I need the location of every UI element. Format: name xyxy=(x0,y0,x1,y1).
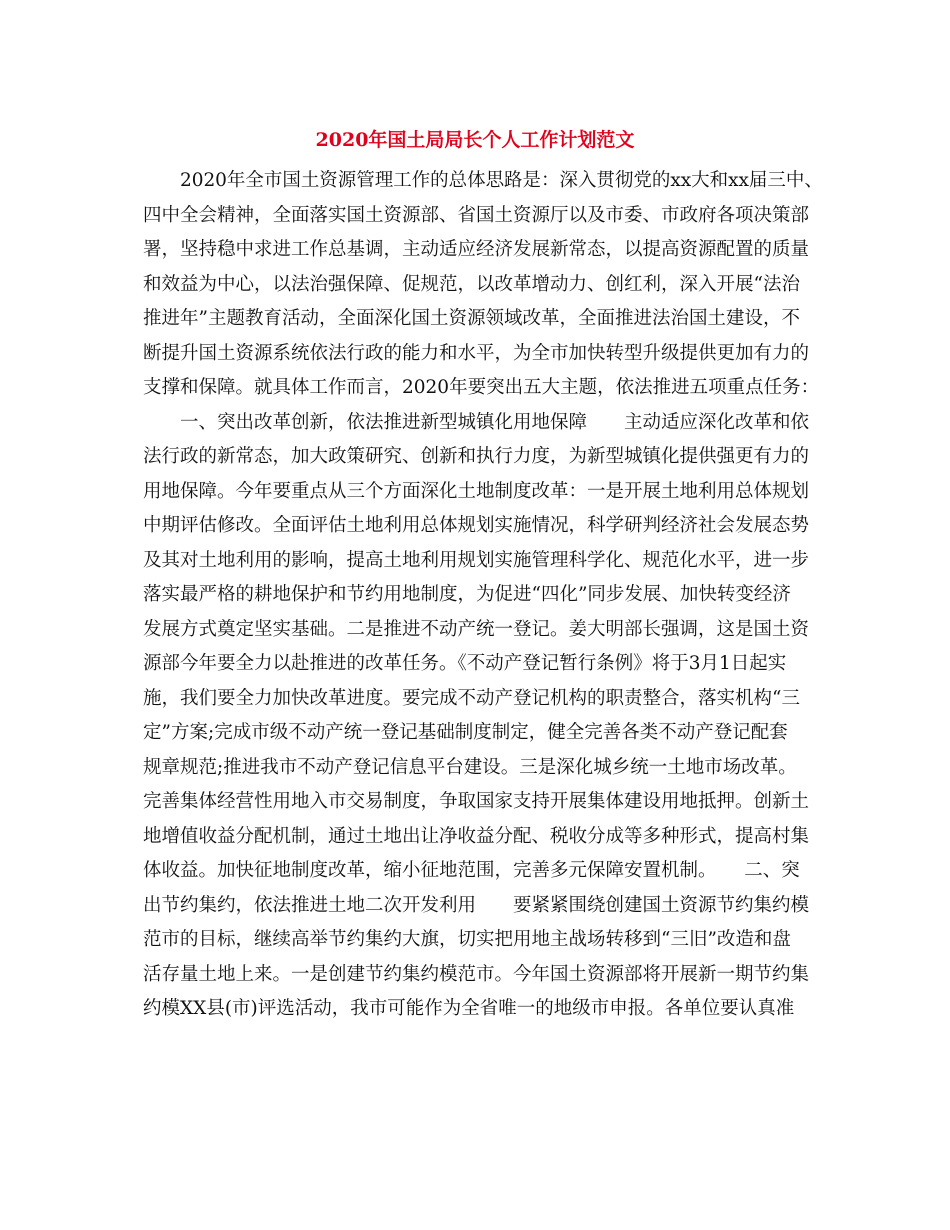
body-text-line: 落实最严格的耕地保护和节约用地制度，为促进“四化”同步发展、加快转变经济 xyxy=(143,584,791,605)
body-text-line: 规章规范;推进我市不动产登记信息平台建设。三是深化城乡统一土地市场改革。 xyxy=(143,756,797,778)
document-title: 2020年国土局局长个人工作计划范文 xyxy=(315,129,635,151)
body-text-line: 署，坚持稳中求进工作总基调，主动适应经济发展新常态，以提高资源配置的质量 xyxy=(143,239,810,260)
body-text-line: 法行政的新常态，加大政策研究、创新和执行力度，为新型城镇化提供强更有力的 xyxy=(143,446,810,467)
body-text-line: 施，我们要全力加快改革进度。要完成不动产登记机构的职责整合，落实机构“三 xyxy=(143,687,800,709)
body-text-line: 出节约集约，依法推进土地二次开发利用 要紧紧围绕创建国土资源节约集约模 xyxy=(143,894,810,916)
body-text-line: 约模XX县(市)评选活动，我市可能作为全省唯一的地级市申报。各单位要认真准 xyxy=(143,998,795,1019)
body-text-line: 完善集体经营性用地入市交易制度，争取国家支持开展集体建设用地抵押。创新土 xyxy=(143,791,810,812)
body-text-line: 一、突出改革创新，依法推进新型城镇化用地保障 主动适应深化改革和依 xyxy=(143,411,810,433)
body-text-line: 和效益为中心，以法治强保障、促规范，以改革增动力、创红利，深入开展“法治 xyxy=(143,273,800,295)
body-text-line: 活存量土地上来。一是创建节约集约模范市。今年国土资源部将开展新一期节约集 xyxy=(143,963,810,985)
body-text-line: 地增值收益分配机制，通过土地出让净收益分配、税收分成等多种形式，提高村集 xyxy=(143,825,810,847)
body-text-line: 用地保障。今年要重点从三个方面深化土地制度改革：一是开展土地利用总体规划 xyxy=(143,480,810,502)
body-text-line: 体收益。加快征地制度改革，缩小征地范围，完善多元保障安置机制。 二、突 xyxy=(143,860,800,881)
body-text-line: 推进年”主题教育活动，全面深化国土资源领域改革，全面推进法治国土建设，不 xyxy=(143,308,800,329)
body-text-line: 范市的目标，继续高举节约集约大旗，切实把用地主战场转移到“三旧”改造和盘 xyxy=(143,929,791,950)
body-text-line: 断提升国土资源系统依法行政的能力和水平，为全市加快转型升级提供更加有力的 xyxy=(143,342,810,364)
body-text-line: 中期评估修改。全面评估土地利用总体规划实施情况，科学研判经济社会发展态势 xyxy=(143,515,810,536)
body-text-line: 支撑和保障。就具体工作而言，2020年要突出五大主题，依法推进五项重点任务： xyxy=(143,377,820,398)
document-body xyxy=(143,164,823,1027)
body-text-line: 发展方式奠定坚实基础。二是推进不动产统一登记。姜大明部长强调，这是国土资 xyxy=(143,618,810,640)
body-text-line: 及其对土地利用的影响，提高土地利用规划实施管理科学化、规范化水平，进一步 xyxy=(143,549,810,571)
body-text-line: 定”方案;完成市级不动产统一登记基础制度制定，健全完善各类不动产登记配套 xyxy=(143,722,788,743)
body-text-line: 2020年全市国土资源管理工作的总体思路是：深入贯彻党的xx大和xx届三中、 xyxy=(143,170,823,191)
body-text-line: 四中全会精神，全面落实国土资源部、省国土资源厅以及市委、市政府各项决策部 xyxy=(143,204,810,226)
body-text-line: 源部今年要全力以赴推进的改革任务。《不动产登记暂行条例》将于3月1日起实 xyxy=(143,653,787,674)
